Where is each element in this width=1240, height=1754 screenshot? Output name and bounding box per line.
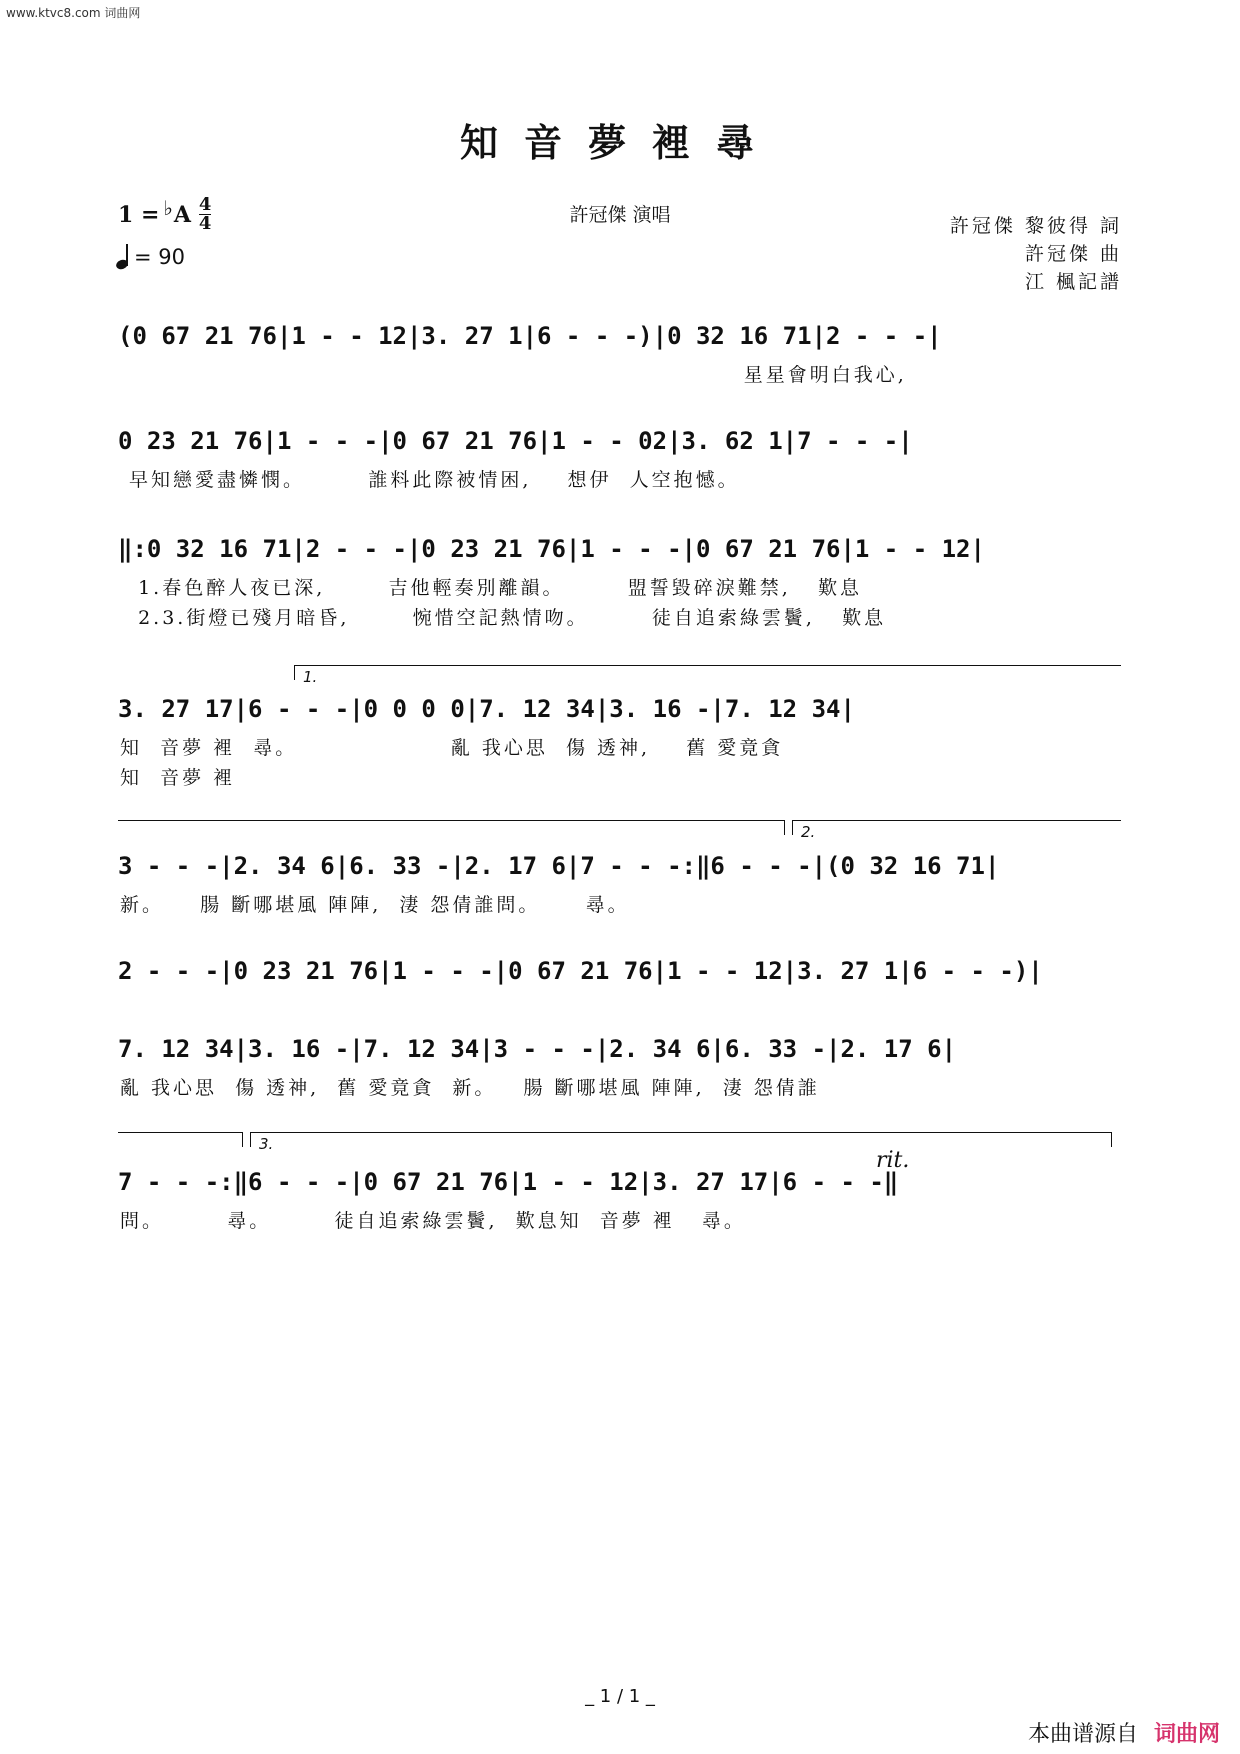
score-line-5: 3 - - -|2. 34 6|6. 33 -|2. 17 6|7 - - -:‖6 - - -|(0 32 16 71| [118,852,1000,880]
volta-bracket: 2. [792,820,1121,835]
score-line-3: ‖:0 32 16 71|2 - - -|0 23 21 76|1 - - -|0 67 21 76|1 - - 12| [118,535,985,563]
score-line-8: 7 - - -:‖6 - - -|0 67 21 76|1 - - 12|3. 27 17|6 - - -‖ [118,1168,899,1196]
page-number: _ 1 / 1 _ [585,1686,655,1707]
rit-marking: rit. [876,1148,910,1173]
key-label: 1 = [118,201,160,228]
lyric-line: 星星會明白我心, [120,364,907,386]
time-signature: 4 4 [198,194,212,234]
score-line-6: 2 - - -|0 23 21 76|1 - - -|0 67 21 76|1 - - 12|3. 27 1|6 - - -)| [118,957,1043,985]
tempo-marking: = 90 [116,245,185,269]
volta-bracket: 3. [250,1132,1112,1147]
lyric-line: 早知戀愛盡憐憫。 誰料此際被情困, 想伊 人空抱憾。 [120,469,740,491]
score-line-7: 7. 12 34|3. 16 -|7. 12 34|3 - - -|2. 34 6|6. 33 -|2. 17 6| [118,1035,957,1063]
flat-icon: ♭ [163,195,173,220]
watermark-top: www.ktvc8.com 词曲网 [6,6,141,20]
performer: 許冠傑 演唱 [569,204,671,226]
lyric-line: 2.3.街燈已殘月暗昏, 惋惜空記熱情吻。 徒自追索綠雲鬢, 歎息 [120,607,887,629]
brand-logo: 词曲网 [1153,1722,1220,1747]
song-title: 知音夢裡尋 [459,120,780,165]
volta-bracket: 1. [294,665,1121,680]
score-line-4: 3. 27 17|6 - - -|0 0 0 0|7. 12 34|3. 16 -|7. 12 34| [118,695,855,723]
score-line-1: (0 67 21 76|1 - - 12|3. 27 1|6 - - -)|0 32 16 71|2 - - -| [118,322,942,350]
lyric-line: 知 音夢 裡 尋。 亂 我心思 傷 透神, 舊 愛竟貪 [120,737,784,759]
lyric-line: 新。 腸 斷哪堪風 陣陣, 淒 怨倩誰問。 尋。 [120,894,630,916]
lyric-line: 1.春色醉人夜已深, 吉他輕奏別離韻。 盟誓毀碎淚難禁, 歎息 [120,577,862,599]
watermark-bottom: 本曲谱源自 词曲网 [1027,1722,1220,1747]
volta-bracket [118,1132,243,1147]
score-line-2: 0 23 21 76|1 - - -|0 67 21 76|1 - - 02|3. 62 1|7 - - -| [118,427,913,455]
lyric-line: 知 音夢 裡 [120,767,236,789]
key-signature: 1 = ♭ A 4 4 [118,194,212,234]
lyric-line: 亂 我心思 傷 透神, 舊 愛竟貪 新。 腸 斷哪堪風 陣陣, 淒 怨倩誰 [120,1077,820,1099]
lyric-line: 問。 尋。 徒自追索綠雲鬢, 歎息知 音夢 裡 尋。 [120,1210,746,1232]
credits: 許冠傑 黎彼得 詞 許冠傑 曲 江 楓記譜 [949,215,1122,293]
volta-bracket [118,820,785,835]
